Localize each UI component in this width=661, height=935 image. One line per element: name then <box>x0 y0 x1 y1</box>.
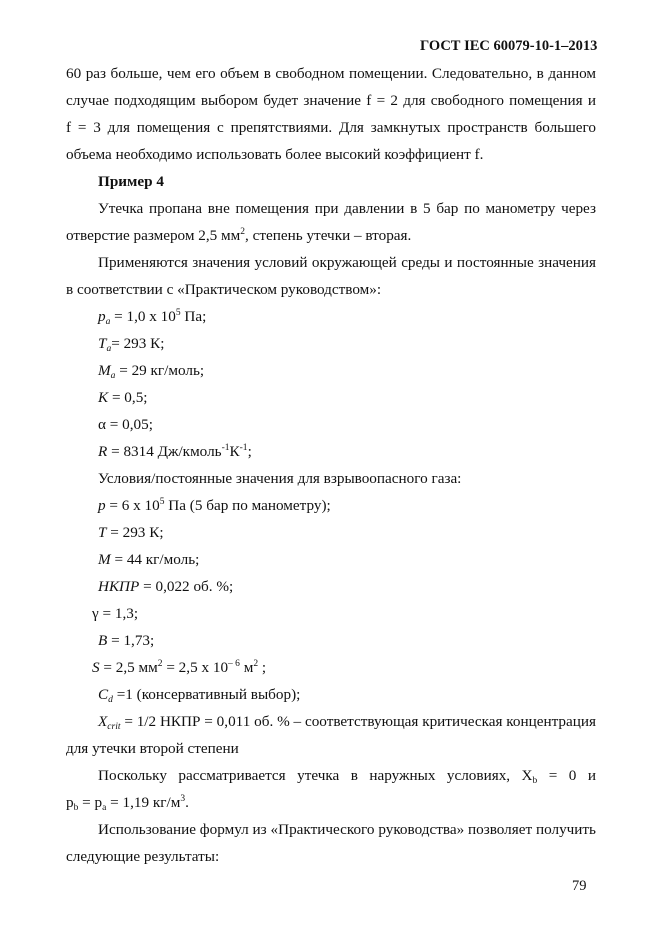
formula-b: B = 1,73; <box>98 632 155 649</box>
formula-gamma: γ = 1,3; <box>92 605 139 622</box>
formula-cd: $C_d =1$ (консервативный выбор); <box>98 686 301 705</box>
text-line: f = 3 для помещения с препятствиями. Для замкнутых пространств большего <box>66 119 596 136</box>
text-line: следующие результаты: <box>66 848 220 865</box>
text-line: объема необходимо использовать более высокий коэффициент f. <box>66 146 484 163</box>
formula-ta: $T_a= 293$ К; <box>98 335 165 354</box>
formula-xcrit: $X_{crit} = 1/2$ НКПР = 0,011 об. % – соответствующая критическая концентрация <box>98 713 596 732</box>
formula-nkpr: НКПР = 0,022 об. %; <box>98 578 234 595</box>
document-header: ГОСТ IEC 60079-10-1–2013 <box>420 38 598 54</box>
text-line: случае подходящим выбором будет значение f = 2 для свободного помещения и <box>66 92 596 109</box>
example-heading: Пример 4 <box>98 173 164 190</box>
formula-k: K = 0,5; <box>98 389 148 406</box>
formula-alpha: α = 0,05; <box>98 416 153 433</box>
text-line: для утечки второй степени <box>66 740 239 757</box>
text-line: 60 раз больше, чем его объем в свободном помещении. Следовательно, в данном <box>66 65 596 82</box>
formula-ma: $M_a = 29$ кг/моль; <box>98 362 205 381</box>
text-line: Применяются значения условий окружающей среды и постоянные значения <box>98 254 596 271</box>
text-line: Использование формул из «Практического руководства» позволяет получить <box>98 821 596 838</box>
formula-m: M = 44 кг/моль; <box>98 551 200 568</box>
gas-conditions-heading: Условия/постоянные значения для взрывоопасного газа: <box>98 470 462 487</box>
formula-r: R = 8314 $Дж/кмоль^{-1}К^{-1}$; <box>98 443 252 460</box>
text-line: Утечка пропана вне помещения при давлении в 5 бар по манометру через <box>98 200 596 217</box>
text-line: $p_b = p_a = 1,19$ $кг/м^3$. <box>66 794 189 813</box>
formula-t: T = 293 К; <box>98 524 164 541</box>
formula-pa: $p_a = 1,0$ х $10^5$ Па; <box>98 308 207 327</box>
page-number: 79 <box>572 878 587 894</box>
text-line: отверстие размером 2,5 $мм^2$, степень утечки – вторая. <box>66 227 412 244</box>
formula-s: S = 2,5 $мм^2 = 2,5$ х $10^{- 6}$ $м^2$ ; <box>92 659 267 676</box>
formula-p: p = 6 х $10^5$ Па (5 бар по манометру); <box>98 497 331 514</box>
text-line: Поскольку рассматривается утечка в наружных условиях, $X_b = 0$ и <box>98 767 596 786</box>
text-line: в соответствии с «Практическом руководством»: <box>66 281 382 298</box>
